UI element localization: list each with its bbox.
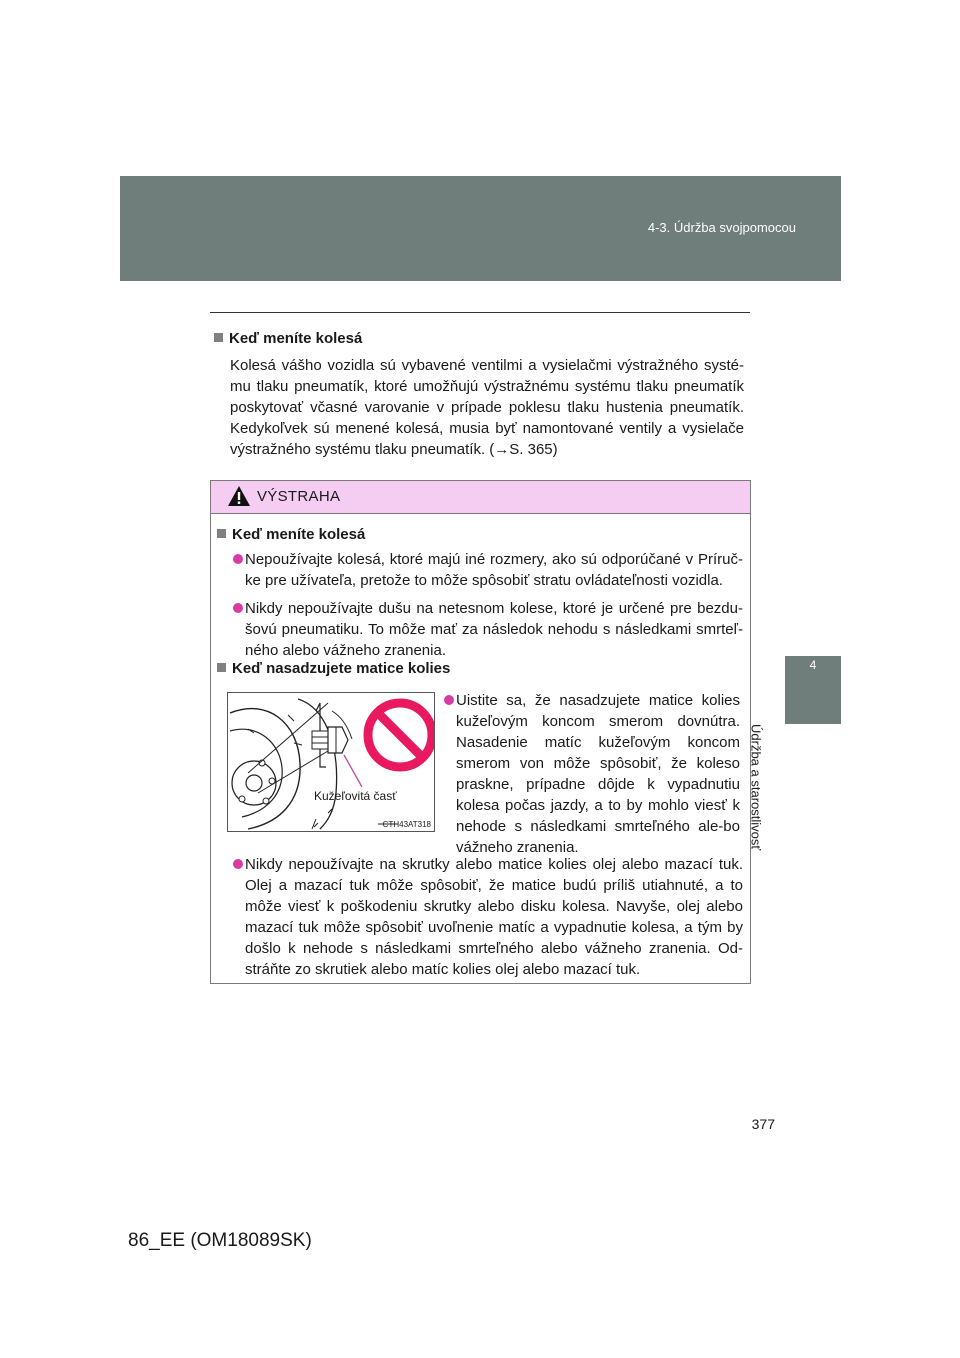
intro-section (214, 330, 744, 460)
warning-bullet-text: Nikdy nepoužívajte dušu na netesnom kolese, ktoré je určené pre bezdu-šovú pneumatiku. To môže mať za následok nehodu s následkami smrteľ-ného alebo vážneho zranenia. (245, 600, 743, 659)
wheel-nut-figure (227, 692, 435, 832)
manual-code: 86_EE (OM18089SK) (128, 1230, 312, 1251)
warning-section-2-title: Keď nasadzujete matice kolies (232, 660, 451, 677)
chapter-tab (785, 656, 841, 724)
warning-triangle-icon (227, 485, 251, 507)
warning-bullet-text: Nikdy nepoužívajte na skrutky alebo matice kolies olej alebo mazací tuk. Olej a mazací tuk môže spôsobiť, že matice budú príliš utiahnuté, a to môže viesť k poškodeniu skrutky alebo disku kolesa. Navyše, olej alebo mazací tuk môže spôsobiť uvoľnenie matíc a vypadnutie kolesa, a tým by došlo k nehode s následkami smrteľného alebo vážneho zranenia. Od-stráňte zo skrutiek alebo matíc kolies olej alebo mazací tuk. (245, 856, 743, 978)
warning-bullet (233, 598, 743, 661)
warning-section-2 (217, 658, 450, 679)
chapter-label-container (748, 724, 827, 984)
figure-caption: Kužeľovitá časť (314, 789, 397, 803)
warning-header (211, 481, 750, 514)
square-bullet-icon (217, 663, 226, 672)
divider (210, 312, 750, 313)
intro-title: Keď meníte kolesá (229, 330, 363, 347)
warning-bullet (444, 690, 740, 858)
section-title: 4-3. Údržba svojpomocou (647, 220, 796, 235)
warning-bullet (233, 854, 743, 980)
bullet-dot-icon (444, 695, 454, 705)
intro-heading (214, 330, 744, 347)
wheel-nut-illustration (228, 693, 434, 831)
figure-code: CTH43AT318 (382, 820, 431, 829)
chapter-label: Údržba a starostlivosť (748, 724, 764, 851)
bullet-dot-icon (233, 554, 243, 564)
warning-bullet-text: Nepoužívajte kolesá, ktoré majú iné rozmery, ako sú odporúčané v Príruč-ke pre užívateľa, pretože to môže spôsobiť stratu ovládateľnosti vozidla. (245, 551, 743, 589)
square-bullet-icon (217, 529, 226, 538)
warning-section-1-title: Keď meníte kolesá (232, 526, 366, 543)
warning-title: VÝSTRAHA (257, 488, 341, 505)
page-number: 377 (751, 1116, 775, 1132)
header-band (120, 176, 841, 281)
warning-section-1 (217, 524, 365, 545)
square-bullet-icon (214, 333, 223, 342)
intro-body: Kolesá vášho vozidla sú vybavené ventilmi a vysielačmi výstražného systé-mu tlaku pneumatík, ktoré umožňujú výstražnému systému tlaku pneumatík poskytovať včasné varovanie v prípade poklesu tlaku hustenia pneumatík. Kedykoľvek sú menené kolesá, musia byť namontované ventily a vysielače výstražného systému tlaku pneumatík. (→S. 365) (230, 357, 744, 458)
bullet-dot-icon (233, 603, 243, 613)
bullet-dot-icon (233, 859, 243, 869)
chapter-number: 4 (809, 658, 817, 672)
warning-bullet-text: Uistite sa, že nasadzujete matice kolies kužeľovým koncom smerom dovnútra. Nasadenie matíc kužeľovým koncom smerom von môže spôsobiť, že koleso praskne, prípadne dôjde k vypadnutiu kolesa počas jazdy, a to by mohlo viesť k nehode s následkami smrteľného ale-bo vážneho zranenia. (456, 692, 740, 856)
warning-bullet (233, 549, 743, 591)
